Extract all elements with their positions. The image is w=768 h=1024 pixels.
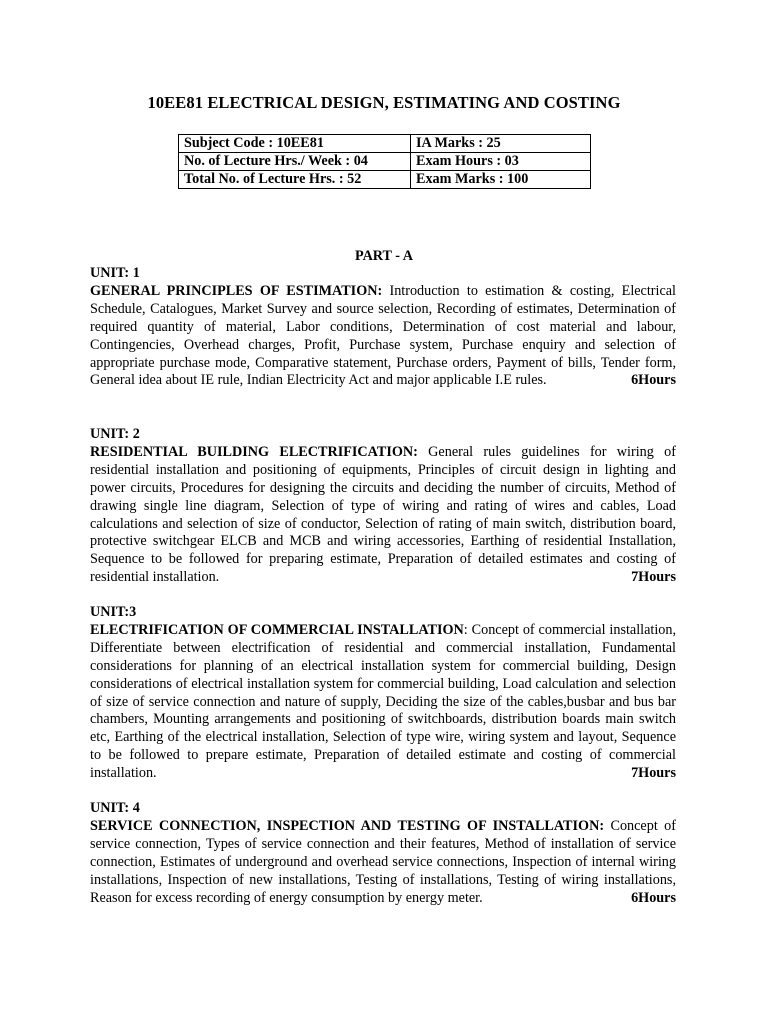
unit-topic: RESIDENTIAL BUILDING ELECTRIFICATION: (90, 443, 418, 460)
unit-description (90, 444, 676, 587)
unit-section (90, 265, 676, 390)
unit-heading: UNIT:3 (90, 604, 137, 620)
unit-topic-suffix: : (463, 621, 468, 638)
unit-heading: UNIT: 2 (90, 426, 140, 442)
table-cell: Subject Code : 10EE81 (179, 135, 411, 153)
unit-text: Concept of commercial installation, Differentiate between electrification of residential and commercial installation, Fundamental considerations for planning of an electrical installation system for commercial building, Design considerations of electrical installation system for commercial building, Load calculation and selection of size of service connection and nature of supply, Deciding the size of the cables,busbar and bus bar chambers, Mounting arrangements and positioning of switchboards, distribution boards main switch etc, Earthing of the electrical installation, Selection of type wire, wiring system and layout, Sequence to be followed to prepare estimate, Preparation of detailed estimate and costing of commercial installation. (90, 621, 677, 782)
document-title: 10EE81 ELECTRICAL DESIGN, ESTIMATING AND COSTING (147, 93, 621, 112)
table-cell: No. of Lecture Hrs./ Week : 04 (179, 153, 411, 171)
unit-heading: UNIT: 1 (90, 265, 140, 281)
unit-hours: 6Hours (631, 889, 676, 906)
unit-section (90, 426, 676, 587)
table-cell: Exam Hours : 03 (411, 153, 591, 171)
unit-text: General rules guidelines for wiring of residential installation and positioning of equipments, Principles of circuit design in lighting and power circuits, Procedures for designing the circuits and deciding the number of circuits, Method of drawing single line diagram, Selection of type of wiring and rating of wires and cables, Load calculations and selection of size of conductor, Selection of rating of main switch, distribution board, protective switchgear ELCB and MCB and wiring accessories, Earthing of residential Installation, Sequence to be followed for preparing estimate, Preparation of detailed estimates and costing of residential installation. (90, 443, 676, 586)
unit-description (90, 622, 676, 783)
unit-text: Introduction to estimation & costing, Electrical Schedule, Catalogues, Market Survey and source selection, Recording of estimates, Determination of required quantity of material, Labor conditions, Determination of cost material and labour, Contingencies, Overhead charges, Profit, Purchase system, Purchase enquiry and selection of appropriate purchase mode, Comparative statement, Purchase orders, Payment of bills, Tender form, General idea about IE rule, Indian Electricity Act and major applicable I.E rules. (90, 282, 676, 389)
unit-section (90, 604, 676, 783)
unit-description (90, 818, 676, 908)
part-heading: PART - A (354, 248, 414, 264)
unit-topic: SERVICE CONNECTION, INSPECTION AND TESTING OF INSTALLATION: (90, 817, 605, 834)
unit-description (90, 283, 676, 390)
unit-section (90, 800, 676, 907)
unit-hours: 7Hours (631, 765, 676, 782)
table-row (179, 135, 591, 153)
subject-info-table (178, 134, 591, 189)
table-cell: Exam Marks : 100 (411, 171, 591, 189)
unit-heading: UNIT: 4 (90, 800, 140, 816)
table-cell: IA Marks : 25 (411, 135, 591, 153)
table-cell: Total No. of Lecture Hrs. : 52 (179, 171, 411, 189)
table-row (179, 153, 591, 171)
unit-hours: 7Hours (631, 569, 676, 586)
unit-text: Concept of service connection, Types of service connection and their features, Method of installation of service connection, Estimates of underground and overhead service connections, Inspection of internal wiring installations, Inspection of new installations, Testing of installations, Testing of wiring installations, Reason for excess recording of energy consumption by energy meter. (90, 817, 676, 906)
table-row (179, 171, 591, 189)
unit-topic: ELECTRIFICATION OF COMMERCIAL INSTALLATION (90, 621, 464, 638)
unit-topic: GENERAL PRINCIPLES OF ESTIMATION: (90, 282, 383, 299)
unit-hours: 6Hours (631, 372, 676, 389)
